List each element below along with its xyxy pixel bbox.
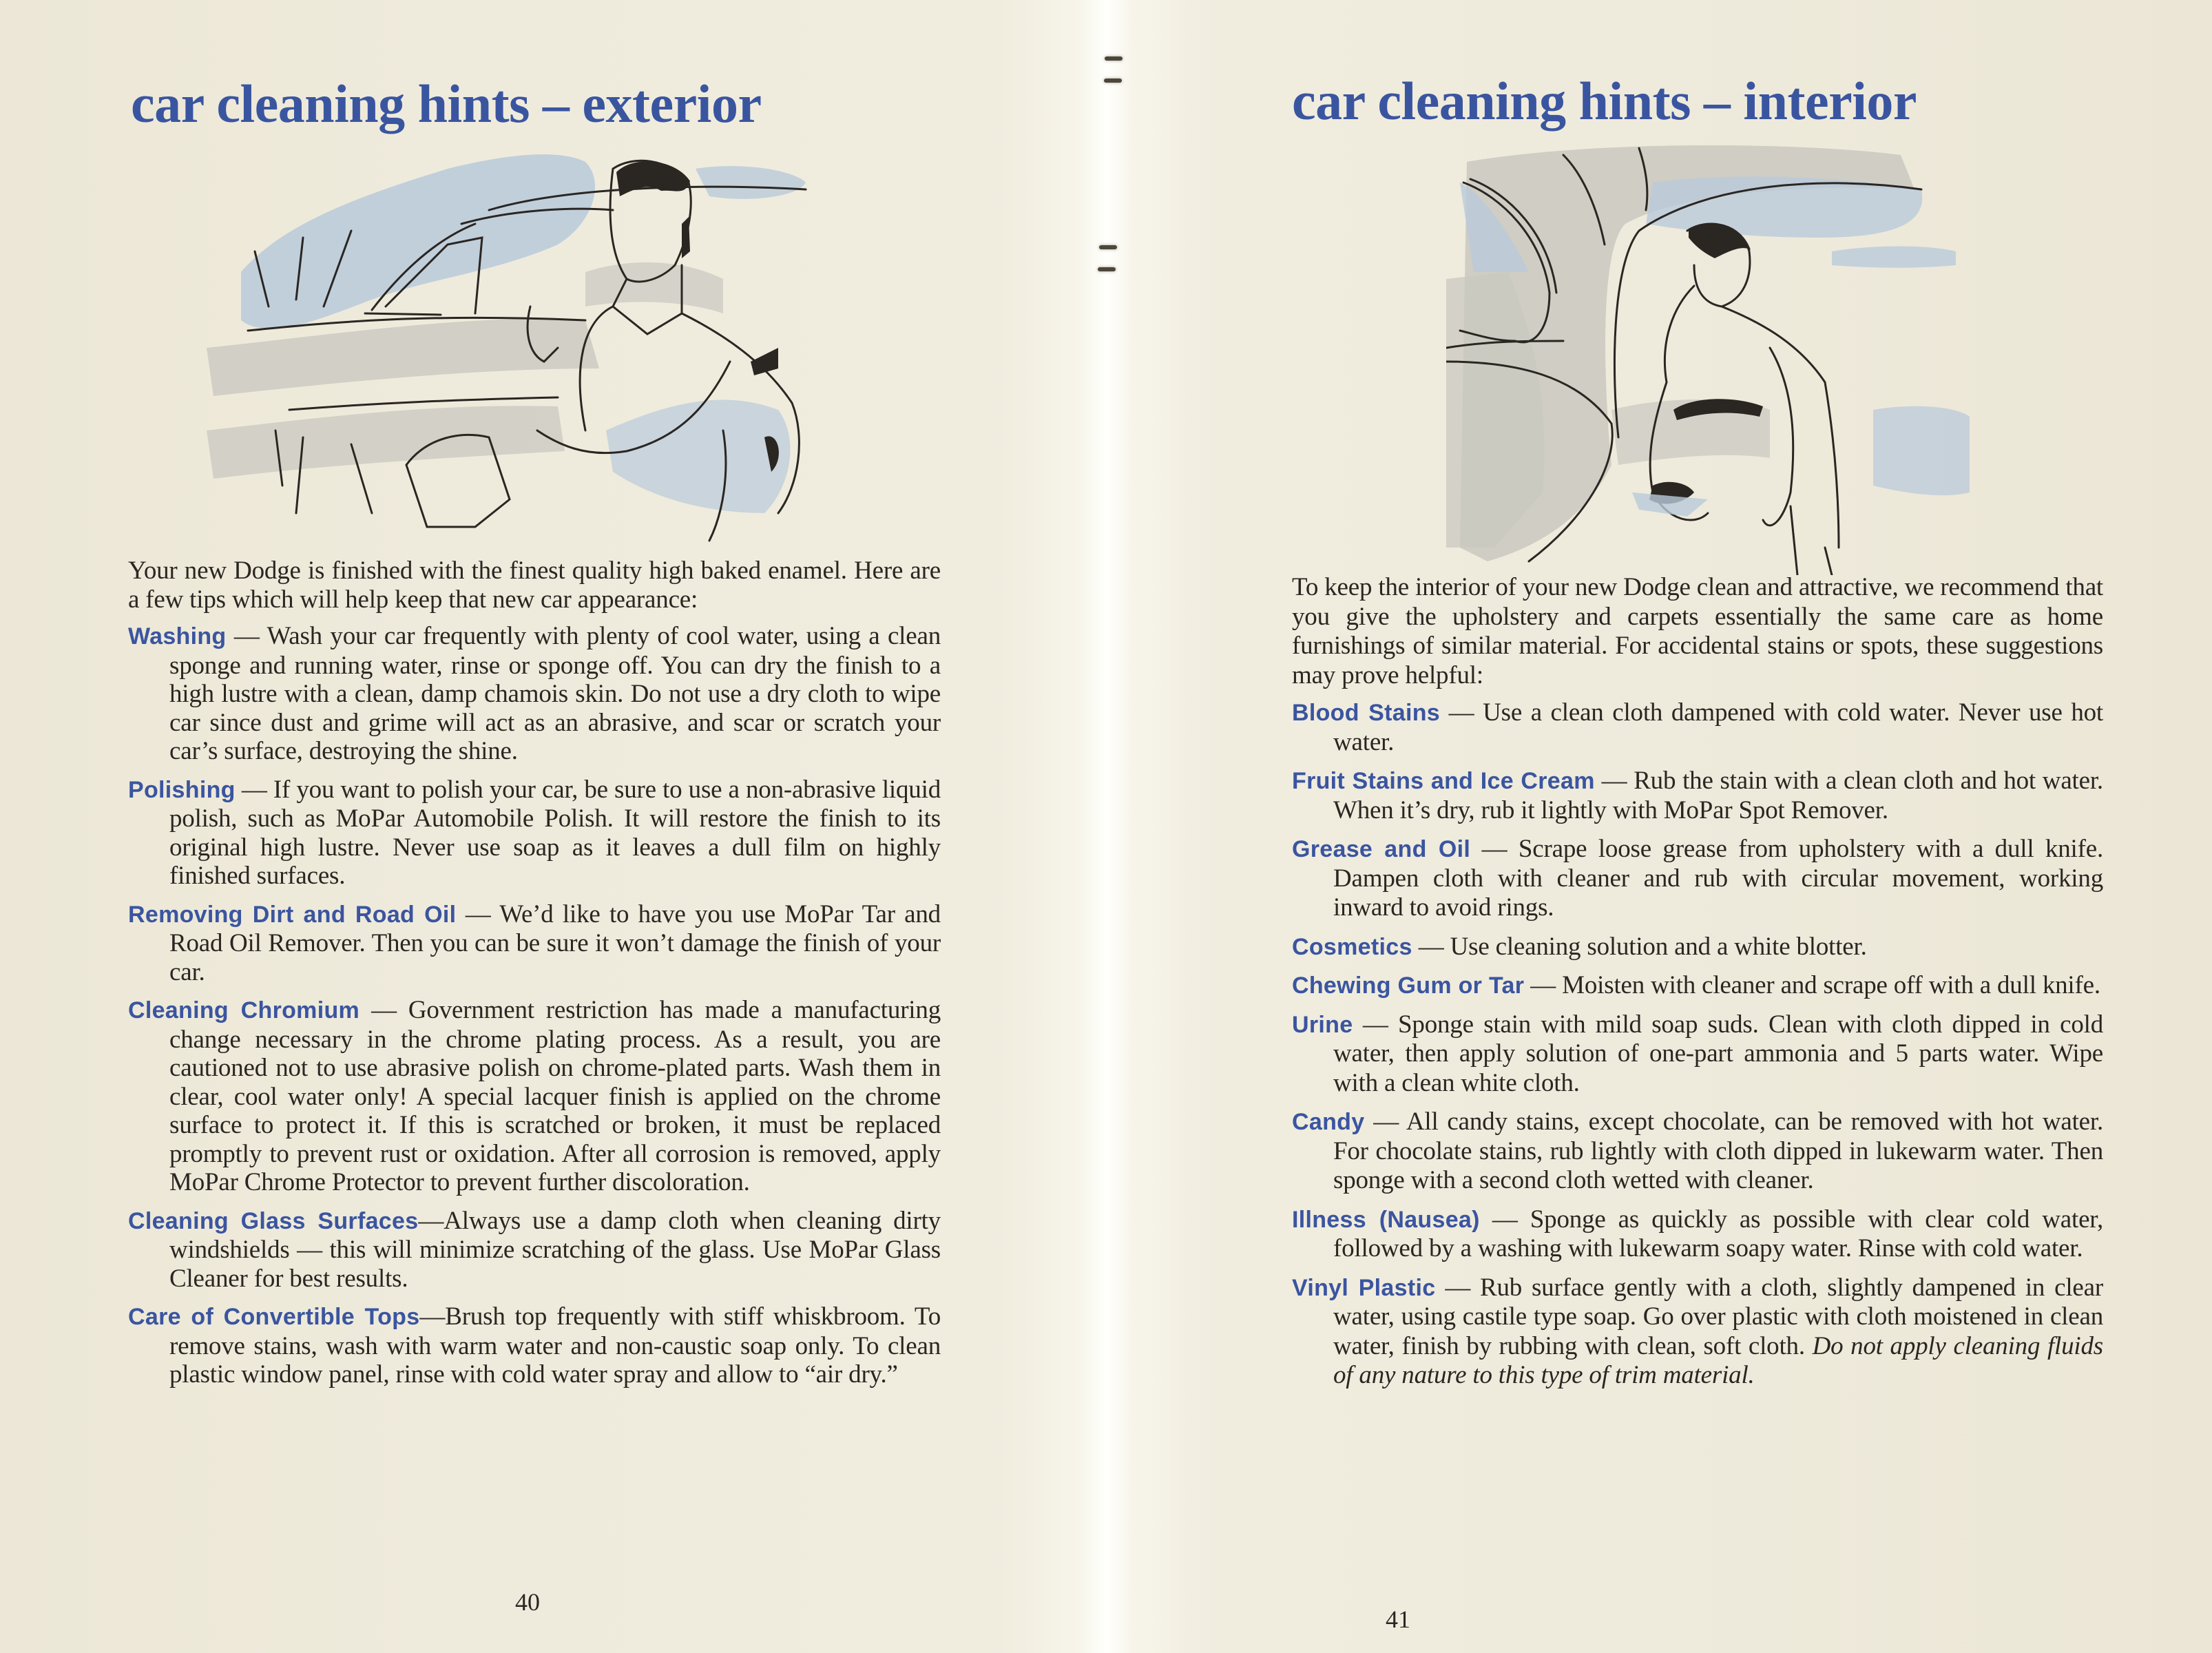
tip-text: We’d like to have you use MoPar Tar and Road Oil Remover. Then you can be sure it won’t damage the finish of your car. (169, 900, 941, 986)
tip-text: Use cleaning solution and a white blotter. (1450, 932, 1867, 961)
page-number: 40 (515, 1588, 540, 1616)
tip-term: Polishing (128, 776, 236, 803)
tip-convertible-tops: Care of Convertible Tops—Brush top frequently with stiff whiskbroom. To remove stains, wash with warm water and non-caustic soap only. To clean plastic window panel, rinse with cold water spray and allow to “air dry.” (128, 1302, 941, 1389)
tip-text: Government restriction has made a manufacturing change necessary in the chrome plating process. As a result, you are cautioned not to use abrasive polish on chrome-plated parts. Wash them in clear, cool water only! A special lacquer finish is applied on the chrome surface to protect it. If this is scratched or broken, it must be replaced promptly to prevent rust or oxidation. After all corrosion is removed, apply MoPar Chrome Protector to prevent further discoloration. (169, 996, 941, 1196)
tip-cleaning-glass: Cleaning Glass Surfaces—Always use a damp cloth when cleaning dirty windshields — this will minimize scratching of the glass. Use MoPar Glass Cleaner for best results. (128, 1206, 941, 1293)
tip-term: Illness (Nausea) (1292, 1206, 1480, 1233)
page-41 (1116, 0, 2212, 1653)
tip-term: Urine (1292, 1011, 1353, 1038)
tip-cleaning-chromium: Cleaning Chromium — Government restriction has made a manufacturing change necessary in the chrome plating process. As a result, you are cautioned not to use abrasive polish on chrome-plated parts. Wash them in clear, cool water only! A special lacquer finish is applied on the chrome surface to protect it. If this is scratched or broken, it must be replaced promptly to prevent rust or oxidation. After all corrosion is removed, apply MoPar Chrome Protector to prevent further discoloration. (128, 996, 941, 1196)
tip-polishing: Polishing — If you want to polish your car, be sure to use a non-abrasive liquid polish, such as MoPar Automobile Polish. It will restore the finish to its original high lustre. Never use soap as it leaves a dull film on highly finished surfaces. (128, 775, 941, 890)
tip-illness-nausea: Illness (Nausea) — Sponge as quickly as possible with clear cold water, followed by a washing with lukewarm soapy water. Rinse with cold water. (1292, 1205, 2103, 1262)
page-40 (0, 0, 1102, 1653)
tip-urine: Urine — Sponge stain with mild soap suds. Clean with cloth dipped in cold water, then apply solution of one-part ammonia and 5 parts water. Wipe with a clean white cloth. (1292, 1010, 2103, 1097)
tip-washing: Washing — Wash your car frequently with plenty of cool water, using a clean sponge and running water, rinse or sponge off. You can dry the finish to a high lustre with a clean, damp chamois skin. Do not use a dry cloth to wipe car since dust and grime will act as an abrasive, and scar or scratch your car’s surface, destroying the shine. (128, 622, 941, 765)
tip-term: Fruit Stains and Ice Cream (1292, 768, 1595, 794)
tip-chewing-gum-tar: Chewing Gum or Tar — Moisten with cleaner and scrape off with a dull knife. (1292, 971, 2100, 999)
tip-text: Wash your car frequently with plenty of cool water, using a clean sponge and running water, rinse or sponge off. You can dry the finish to a high lustre with a clean, damp chamois skin. Do not use a dry cloth to wipe car since dust and grime will act as an abrasive, and scar or scratch your car’s surface, destroying the shine. (169, 622, 941, 765)
tip-term: Removing Dirt and Road Oil (128, 901, 457, 928)
tip-grease-oil: Grease and Oil — Scrape loose grease from upholstery with a dull knife. Dampen cloth with cleaner and rub with circular movement, working inward to avoid rings. (1292, 835, 2103, 922)
tip-removing-dirt-road-oil: Removing Dirt and Road Oil — We’d like to have you use MoPar Tar and Road Oil Remover. Then you can be sure it won’t damage the finish of your car. (128, 900, 941, 986)
page-title-exterior: car cleaning hints – exterior (131, 74, 762, 134)
tip-text: Sponge as quickly as possible with clear cold water, followed by a washing with lukewarm soapy water. Rinse with cold water. (1333, 1205, 2103, 1262)
tip-text: Use a clean cloth dampened with cold water. Never use hot water. (1333, 698, 2104, 756)
tip-text: Moisten with cleaner and scrape off with a dull knife. (1562, 971, 2100, 999)
tip-text: Rub the stain with a clean cloth and hot water. When it’s dry, rub it lightly with MoPar Spot Remover. (1333, 767, 2103, 824)
intro-paragraph: To keep the interior of your new Dodge clean and attractive, we recommend that you give the upholstery and carpets essentially the same care as home furnishings of similar material. For accidental stains or spots, these suggestions may prove helpful: (1292, 573, 2103, 689)
tip-text: If you want to polish your car, be sure to use a non-abrasive liquid polish, such as MoPar Automobile Polish. It will restore the finish to its original high lustre. Never use soap as it leaves a dull film on highly finished surfaces. (169, 775, 941, 890)
tip-term: Chewing Gum or Tar (1292, 973, 1525, 999)
tip-term: Cleaning Glass Surfaces (128, 1207, 419, 1234)
tip-vinyl-plastic: Vinyl Plastic — Rub surface gently with a cloth, slightly dampened in clear water, using castile type soap. Go over plastic with cloth moistened in clean water, finish by rubbing with clean, soft cloth. Do not apply cleaning fluids of any nature to this type of trim material. (1292, 1273, 2103, 1389)
tip-term: Candy (1292, 1109, 1365, 1135)
interior-tips (1292, 573, 2103, 1400)
intro-paragraph: Your new Dodge is finished with the finest quality high baked enamel. Here are a few tips which will help keep that new car appearance: (128, 557, 941, 614)
man-cleaning-upholstery-illustration (1446, 134, 2094, 575)
tip-text: Brush top frequently with stiff whiskbroom. To remove stains, wash with warm water and non-caustic soap only. To clean plastic window panel, rinse with cold water spray and allow to “air dry.” (169, 1302, 941, 1389)
tip-term: Cosmetics (1292, 933, 1412, 960)
tip-term: Grease and Oil (1292, 836, 1471, 862)
tip-term: Care of Convertible Tops (128, 1304, 420, 1330)
tip-fruit-stains-ice-cream: Fruit Stains and Ice Cream — Rub the stain with a clean cloth and hot water. When it’s dry, rub it lightly with MoPar Spot Remover. (1292, 767, 2103, 824)
tip-blood-stains: Blood Stains — Use a clean cloth dampened with cold water. Never use hot water. (1292, 698, 2104, 756)
tip-cosmetics: Cosmetics — Use cleaning solution and a white blotter. (1292, 932, 1867, 961)
tip-text: Always use a damp cloth when cleaning dirty windshields — this will minimize scratching of the glass. Use MoPar Glass Cleaner for best results. (169, 1206, 941, 1293)
page-title-interior: car cleaning hints – interior (1292, 71, 1917, 131)
tip-text: Sponge stain with mild soap suds. Clean with cloth dipped in cold water, then apply solution of one-part ammonia and 5 parts water. Wipe with a clean white cloth. (1333, 1010, 2103, 1097)
tip-candy: Candy — All candy stains, except chocolate, can be removed with hot water. For chocolate stains, rub lightly with cloth dipped in lukewarm water. Then sponge with a second cloth wetted with cleaner. (1292, 1108, 2103, 1194)
tip-term: Washing (128, 623, 227, 649)
exterior-tips (128, 557, 941, 1399)
tip-term: Blood Stains (1292, 700, 1440, 726)
tip-text: All candy stains, except chocolate, can be removed with hot water. For chocolate stains, rub lightly with cloth dipped in lukewarm water. Then sponge with a second cloth wetted with cleaner. (1333, 1108, 2103, 1194)
page-number: 41 (1386, 1605, 1410, 1633)
man-polishing-car-illustration (200, 141, 820, 554)
tip-text: Rub surface gently with a cloth, slightly dampened in clear water, using castile type soap. Go over plastic with cloth moistened in clean water, finish by rubbing with clean, soft cloth. (1333, 1273, 2103, 1360)
tip-term: Cleaning Chromium (128, 997, 360, 1023)
tip-text: Scrape loose grease from upholstery with a dull knife. Dampen cloth with cleaner and rub with circular movement, working inward to avoid rings. (1333, 835, 2103, 922)
tip-term: Vinyl Plastic (1292, 1274, 1436, 1301)
tip-warning-italic: Do not apply cleaning fluids of any nature to this type of trim material. (1333, 1331, 2103, 1389)
